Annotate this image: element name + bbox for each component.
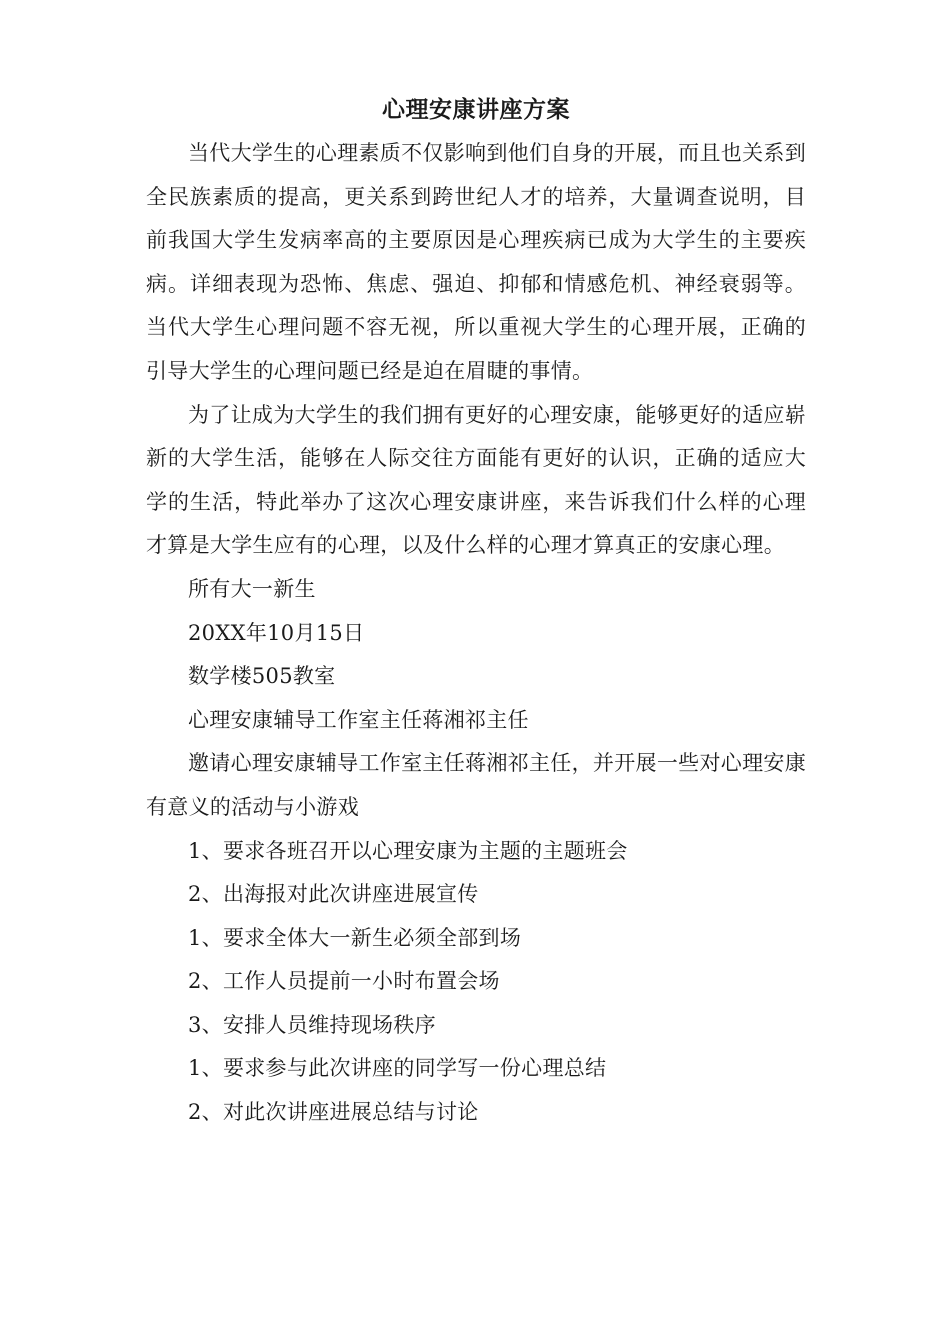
speaker-line: 心理安康辅导工作室主任蒋湘祁主任 bbox=[188, 707, 529, 732]
purpose-paragraph: 为了让成为大学生的我们拥有更好的心理安康，能够更好的适应崭新的大学生活，能够在人际交往方面能有更好的认识，正确的适应大学的生活，特此举办了这次心理安康讲座，来告诉我们什么样的心理才算是大学生应有的心理，以及什么样的心理才算真正的安康心理。 bbox=[146, 402, 806, 558]
audience-line: 所有大一新生 bbox=[188, 576, 316, 601]
activity-paragraph: 邀请心理安康辅导工作室主任蒋湘祁主任，并开展一些对心理安康有意义的活动与小游戏 bbox=[146, 751, 806, 819]
list-item: 1、要求全体大一新生必须全部到场 bbox=[188, 925, 522, 950]
list-item: 1、要求各班召开以心理安康为主题的主题班会 bbox=[188, 838, 628, 863]
list-item: 2、工作人员提前一小时布置会场 bbox=[188, 969, 500, 994]
document-title: 心理安康讲座方案 bbox=[382, 96, 570, 123]
date-line: 20XX年10月15日 bbox=[188, 620, 365, 645]
document-page bbox=[146, 88, 806, 1135]
list-item: 3、安排人员维持现场秩序 bbox=[188, 1012, 436, 1037]
location-line: 数学楼505教室 bbox=[188, 664, 336, 689]
list-item: 2、对此次讲座进展总结与讨论 bbox=[188, 1100, 479, 1125]
list-item: 1、要求参与此次讲座的同学写一份心理总结 bbox=[188, 1056, 607, 1081]
list-item: 2、出海报对此次讲座进展宣传 bbox=[188, 882, 479, 907]
intro-paragraph: 当代大学生的心理素质不仅影响到他们自身的开展，而且也关系到全民族素质的提高，更关系到跨世纪人才的培养，大量调查说明，目前我国大学生发病率高的主要原因是心理疾病已成为大学生的主要疾病。详细表现为恐怖、焦虑、强迫、抑郁和情感危机、神经衰弱等。当代大学生心理问题不容无视，所以重视大学生的心理开展，正确的引导大学生的心理问题已经是迫在眉睫的事情。 bbox=[146, 141, 806, 383]
